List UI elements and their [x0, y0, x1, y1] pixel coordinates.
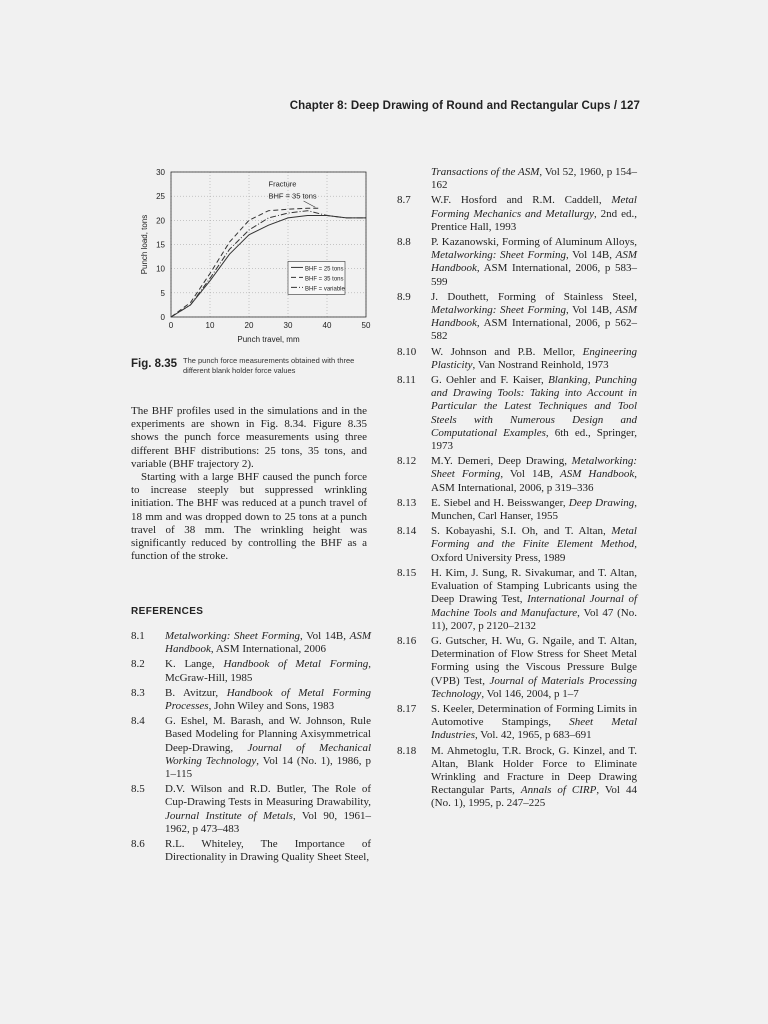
reference-text: R.L. Whiteley, The Importance of Directionality in Drawing Quality Sheet Steel, [165, 838, 371, 864]
reference-number: 8.10 [397, 345, 417, 358]
reference-item [131, 687, 371, 713]
reference-number: 8.9 [397, 290, 411, 303]
y-tick-label: 5 [160, 288, 165, 298]
references-heading: REFERENCES [131, 606, 204, 617]
y-tick-label: 0 [160, 313, 165, 322]
reference-text: E. Siebel and H. Beisswanger, Deep Drawing, Munchen, Carl Hanser, 1955 [431, 496, 638, 523]
reference-text: S. Kobayashi, S.I. Oh, and T. Altan, Metal Forming and the Finite Element Method, Oxford University Press, 1989 [431, 525, 637, 564]
y-tick-label: 30 [156, 168, 165, 177]
reference-number: 8.17 [397, 702, 417, 715]
reference-item [131, 783, 371, 836]
reference-item [131, 838, 371, 864]
reference-item [397, 567, 637, 633]
figure-caption [131, 356, 371, 375]
body-paragraph: The BHF profiles used in the simulations and in the experiments are shown in Fig. 8.34. Figure 8.35 shows the punch force measurements using three different BHF distributions: 25 tons, 35 tons, and variable (BHF trajectory 2). [131, 405, 367, 470]
y-axis-label: Punch load, tons [140, 214, 149, 275]
reference-item [397, 525, 637, 565]
legend-entry: BHF = variable [305, 286, 345, 293]
x-tick-label: 20 [244, 321, 254, 330]
reference-item [397, 497, 637, 523]
x-tick-label: 30 [283, 321, 293, 330]
reference-text: G. Eshel, M. Barash, and W. Johnson, Rule Based Modeling for Planning Axisymmetrical Deep-Drawing, Journal of Mechanical Working Technology, Vol 14 (No. 1), 1986, p 1–115 [165, 715, 372, 781]
x-axis-label: Punch travel, mm [237, 335, 300, 344]
reference-text: D.V. Wilson and R.D. Butler, The Role of Cup-Drawing Tests in Measuring Drawability, Journal Institute of Metals, Vol 90, 1961–1962, p 473–483 [165, 783, 371, 835]
reference-item [397, 346, 637, 372]
reference-number: 8.13 [397, 496, 417, 509]
x-tick-label: 50 [361, 321, 371, 330]
legend-entry: BHF = 35 tons [305, 276, 344, 283]
reference-number: 8.8 [397, 236, 411, 249]
y-tick-label: 20 [156, 216, 165, 226]
reference-text: B. Avitzur, Handbook of Metal Forming Processes, John Wiley and Sons, 1983 [165, 686, 371, 713]
reference-item [397, 291, 637, 344]
reference-number: 8.11 [397, 374, 416, 387]
reference-item [397, 374, 637, 453]
figure-label: Fig. 8.35 [131, 358, 178, 370]
reference-number: 8.3 [131, 686, 145, 699]
body-paragraph: Starting with a large BHF caused the punch force to increase steeply but suppressed wrinkling initiation. The BHF was reduced at a punch travel of 18 mm and was dropped down to 25 tons at a punch travel of 38 mm. The wrinkling height was significantly reduced by controlling the BHF as a function of the stroke. [131, 471, 367, 563]
reference-number: 8.14 [397, 525, 417, 538]
reference-number: 8.7 [397, 194, 411, 207]
reference-text: W. Johnson and P.B. Mellor, Engineering Plasticity, Van Nostrand Reinhold, 1973 [431, 345, 637, 371]
reference-text: G. Gutscher, H. Wu, G. Ngaile, and T. Altan, Determination of Flow Stress for Sheet Metal Forming using the Viscous Pressure Bulge (VPB) Test, Journal of Materials Processing Technology, Vol 146, 2004, p 1–7 [431, 634, 637, 700]
reference-number: 8.16 [397, 634, 417, 647]
reference-text: Metalworking: Sheet Forming, Vol 14B, ASM Handbook, ASM International, 2006 [165, 630, 371, 656]
reference-item [397, 745, 637, 811]
references-list-left [131, 630, 371, 866]
references-list-right [397, 166, 637, 813]
x-tick-label: 10 [205, 321, 215, 330]
reference-text: J. Douthett, Forming of Stainless Steel, Metalworking: Sheet Forming, Vol 14B, ASM Handbook, ASM International, 2006, p 562–582 [431, 290, 637, 343]
annotation-arrow [304, 201, 316, 207]
reference-item [131, 658, 371, 684]
body-text [131, 405, 367, 563]
reference-number: 8.15 [397, 566, 417, 579]
x-tick-label: 0 [168, 321, 174, 330]
reference-number: 8.1 [131, 630, 145, 642]
reference-item [397, 236, 637, 289]
reference-item [131, 715, 371, 781]
reference-continuation: Transactions of the ASM, Vol 52, 1960, p 154–162 [431, 166, 637, 192]
y-tick-label: 15 [156, 240, 165, 250]
punch-force-chart [131, 162, 381, 352]
reference-number: 8.6 [131, 838, 145, 851]
reference-item [397, 194, 637, 234]
reference-number: 8.18 [397, 744, 417, 757]
reference-text: K. Lange, Handbook of Metal Forming, McGraw-Hill, 1985 [165, 658, 371, 684]
reference-number: 8.2 [131, 658, 145, 671]
legend-entry: BHF = 25 tons [305, 266, 344, 273]
y-tick-label: 10 [156, 264, 165, 274]
annotation-bhf: BHF = 35 tons [268, 191, 317, 201]
reference-text: M.Y. Demeri, Deep Drawing, Metalworking: Sheet Forming, Vol 14B, ASM Handbook, ASM International, 2006, p 319–336 [431, 455, 637, 494]
reference-text: P. Kazanowski, Forming of Aluminum Alloys, Metalworking: Sheet Forming, Vol 14B, ASM Handbook, ASM International, 2006, p 583–599 [431, 236, 637, 288]
x-tick-label: 40 [322, 321, 332, 330]
reference-item [397, 455, 637, 495]
reference-item [131, 630, 371, 656]
reference-text: G. Oehler and F. Kaiser, Blanking, Punching and Drawing Tools: Taking into Account in Particular the Latest Techniques and Tool Steels with Numerous Design and Computational Examples, 6th ed., Springer, 1973 [431, 374, 637, 453]
reference-number: 8.5 [131, 783, 145, 796]
reference-text: W.F. Hosford and R.M. Caddell, Metal Forming Mechanics and Metallurgy, 2nd ed., Prentice Hall, 1993 [431, 194, 637, 233]
reference-text: M. Ahmetoglu, T.R. Brock, G. Kinzel, and T. Altan, Blank Holder Force to Eliminate Wrinkling and Fracture in Deep Drawing Rectangular Parts, Annals of CIRP, Vol 44 (No. 1), 1995, p. 247–225 [431, 744, 637, 810]
reference-text: H. Kim, J. Sung, R. Sivakumar, and T. Altan, Evaluation of Stamping Lubricants using the Deep Drawing Test, International Journal of Machine Tools and Manufacture, Vol 47 (No. 11), 2007, p 2120–2132 [431, 566, 638, 632]
figure-caption-text: The punch force measurements obtained with three different blank holder force values [183, 356, 355, 375]
reference-item [397, 703, 637, 743]
reference-item [397, 635, 637, 701]
reference-number: 8.4 [131, 715, 145, 728]
annotation-fracture: Fracture [268, 179, 297, 189]
page-header: Chapter 8: Deep Drawing of Round and Rectangular Cups / 127 [289, 100, 640, 112]
y-tick-label: 25 [156, 192, 165, 202]
reference-number: 8.12 [397, 455, 417, 468]
reference-text: S. Keeler, Determination of Forming Limits in Automotive Stampings, Sheet Metal Industries, Vol. 42, 1965, p 683–691 [431, 702, 637, 742]
